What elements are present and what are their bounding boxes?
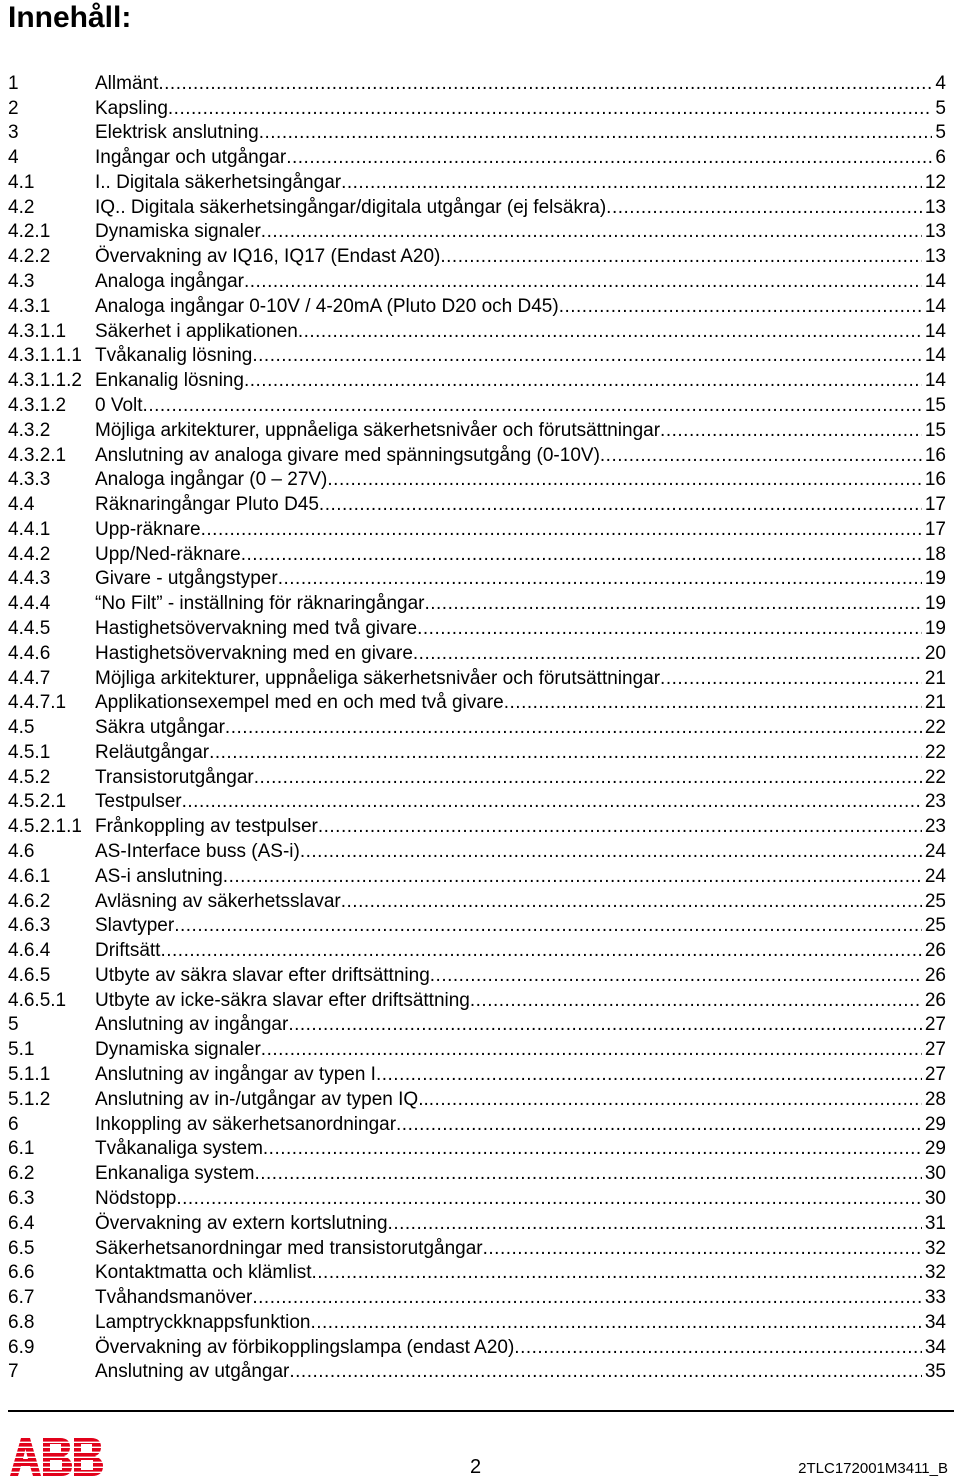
toc-entry-title: Transistorutgångar [95,766,254,788]
toc-entry-page: 19 [924,593,946,615]
toc-dot-leader [244,271,922,293]
toc-entry-page: 28 [924,1088,946,1110]
toc-dot-leader [440,246,922,268]
toc-entry-page: 25 [924,915,946,937]
toc-entry-title: Analoga ingångar [95,271,244,293]
toc-entry-page: 15 [924,394,946,416]
toc-entry-title: Upp/Ned-räknare [95,543,241,565]
toc-dot-leader [176,1188,922,1210]
toc-entry-page: 19 [924,617,946,639]
toc-entry-page: 22 [924,741,946,763]
toc-entry[interactable] [8,690,946,715]
toc-dot-leader [298,321,922,343]
toc-entry[interactable] [8,714,946,739]
toc-dot-leader [288,1014,922,1036]
toc-entry-page: 12 [924,171,946,193]
toc-entry[interactable] [8,1235,946,1260]
toc-entry-title: Säkerhet i applikationen [95,320,298,342]
toc-entry[interactable] [8,1359,946,1384]
toc-entry-number: 6.5 [8,1237,35,1259]
toc-entry-title: AS-i anslutning [95,865,223,887]
toc-entry-title: Reläutgångar [95,741,210,763]
toc-entry-title: Utbyte av icke-säkra slavar efter driftsättning [95,989,470,1011]
toc-dot-leader [660,668,922,690]
toc-entry[interactable] [8,590,946,615]
toc-dot-leader [424,593,921,615]
toc-dot-leader [318,816,922,838]
toc-entry-number: 5.1.2 [8,1088,51,1110]
toc-entry-title: Analoga ingångar (0 – 27V) [95,469,328,491]
toc-entry-title: Möjliga arkitekturer, uppnåeliga säkerhetsnivåer och förutsättningar [95,419,661,441]
toc-entry-page: 34 [924,1311,946,1333]
toc-entry-page: 19 [924,568,946,590]
toc-entry-page: 22 [924,766,946,788]
toc-entry[interactable] [8,615,946,640]
toc-entry[interactable] [8,367,946,392]
toc-dot-leader [158,73,932,95]
toc-entry-number: 4.5.2.1 [8,791,67,813]
toc-entry-page: 13 [924,196,946,218]
toc-entry[interactable] [8,541,946,566]
toc-entry-number: 4.1 [8,171,35,193]
document-id: 2TLC172001M3411_B [798,1460,948,1477]
toc-entry-title: Övervakning av extern kortslutning [95,1212,388,1234]
toc-dot-leader [201,519,922,541]
toc-entry-title: AS-Interface buss (AS-i) [95,841,300,862]
toc-dot-leader [660,420,922,442]
toc-entry-page: 30 [924,1187,946,1209]
toc-entry[interactable] [8,1160,946,1185]
toc-entry-number: 2 [8,97,19,119]
toc-entry-number: 4.5 [8,717,35,739]
toc-entry-page: 13 [924,221,946,243]
toc-entry-number: 4 [8,147,19,169]
toc-entry-number: 4.3.1 [8,295,51,317]
toc-entry-number: 4.4.1 [8,518,51,540]
toc-entry-page: 5 [935,97,946,119]
toc-entry[interactable] [8,1334,946,1359]
toc-dot-leader [341,891,922,913]
toc-entry-number: 4.6.4 [8,940,51,962]
toc-entry[interactable] [8,1260,946,1285]
toc-entry-number: 4.5.1 [8,741,51,763]
toc-dot-leader [319,494,922,516]
toc-entry-page: 14 [924,370,946,392]
toc-entry-page: 6 [935,147,946,169]
toc-entry-number: 6.9 [8,1336,35,1358]
toc-entry-page: 15 [924,419,946,441]
toc-entry-title: Upp-räknare [95,518,201,540]
toc-entry-number: 4.4.7 [8,667,51,689]
toc-entry-page: 16 [924,444,946,466]
toc-entry-number: 4.4.5 [8,617,51,639]
toc-dot-leader [300,841,922,863]
toc-entry-title: Enkanaliga system [95,1163,255,1185]
toc-entry-page: 31 [924,1212,946,1234]
toc-entry-number: 5.1 [8,1039,35,1061]
toc-entry-number: 4.3.1.1 [8,320,67,342]
toc-entry-number: 4.4.4 [8,593,51,615]
table-of-contents [8,70,946,1383]
toc-entry[interactable] [8,70,946,95]
toc-dot-leader [483,1238,922,1260]
toc-entry-title: Möjliga arkitekturer, uppnåeliga säkerhetsnivåer och förutsättningar [95,667,661,689]
toc-dot-leader [286,147,932,169]
toc-entry-page: 21 [924,692,946,714]
toc-entry-title: Frånkoppling av testpulser [95,816,318,838]
toc-dot-leader [244,370,922,392]
toc-entry[interactable] [8,1111,946,1136]
toc-dot-leader [261,1039,922,1061]
toc-entry-page: 34 [924,1336,946,1358]
toc-entry-page: 26 [924,940,946,962]
toc-entry-page: 29 [924,1138,946,1160]
toc-entry-number: 4.4.6 [8,642,51,664]
toc-entry-title: Kontaktmatta och klämlist [95,1262,312,1284]
toc-entry[interactable] [8,863,946,888]
toc-entry[interactable] [8,937,946,962]
toc-entry[interactable] [8,1185,946,1210]
toc-entry-number: 4.3.2 [8,419,51,441]
toc-entry-title: Slavtyper [95,915,175,937]
toc-entry[interactable] [8,888,946,913]
toc-entry-number: 4.2.2 [8,246,51,268]
toc-entry-title: Dynamiska signaler [95,221,261,243]
toc-entry-title: Testpulser [95,791,182,813]
toc-entry[interactable] [8,739,946,764]
toc-entry[interactable] [8,392,946,417]
toc-entry-number: 4.6.2 [8,890,51,912]
toc-dot-leader [514,1337,922,1359]
toc-entry[interactable] [8,343,946,368]
toc-dot-leader [182,791,922,813]
toc-entry[interactable] [8,516,946,541]
toc-entry[interactable] [8,1210,946,1235]
toc-entry-title: Övervakning av förbikopplingslampa (endast A20) [95,1336,515,1358]
toc-entry-page: 17 [924,518,946,540]
toc-entry-page: 35 [924,1361,946,1383]
toc-dot-leader [327,469,921,491]
toc-dot-leader [430,965,922,987]
toc-entry-title: “No Filt” - inställning för räknaringångar [95,593,425,615]
toc-entry-number: 4.4.7.1 [8,692,67,714]
toc-dot-leader [261,221,922,243]
toc-entry-title: IQ.. Digitala säkerhetsingångar/digitala utgångar (ej felsäkra) [95,196,607,218]
toc-entry-title: Enkanalig lösning [95,370,244,392]
toc-entry-title: Övervakning av IQ16, IQ17 (Endast A20) [95,246,441,268]
toc-entry-number: 6 [8,1113,19,1135]
toc-entry-title: Elektrisk anslutning [95,122,259,144]
toc-dot-leader [223,866,922,888]
toc-dot-leader [174,915,922,937]
toc-dot-leader [209,742,922,764]
toc-dot-leader [413,643,922,665]
toc-entry-title: Dynamiska signaler [95,1039,261,1061]
toc-entry-number: 4.6.1 [8,865,51,887]
toc-entry-number: 3 [8,122,19,144]
toc-entry-number: 6.1 [8,1138,35,1160]
toc-dot-leader [559,296,922,318]
toc-entry-page: 18 [924,543,946,565]
toc-entry-page: 29 [924,1113,946,1135]
toc-entry[interactable] [8,169,946,194]
toc-entry-page: 14 [924,295,946,317]
abb-logo [10,1438,104,1476]
toc-entry-page: 21 [924,667,946,689]
toc-entry-title: Allmänt [95,72,159,94]
toc-dot-leader [252,345,921,367]
toc-entry[interactable] [8,838,946,863]
toc-entry[interactable] [8,1012,946,1037]
toc-dot-leader [143,395,922,417]
toc-entry-page: 14 [924,271,946,293]
toc-entry-number: 6.6 [8,1262,35,1284]
toc-entry-title: Hastighetsövervakning med en givare [95,642,413,664]
toc-entry-number: 4.2.1 [8,221,51,243]
toc-entry-page: 16 [924,469,946,491]
toc-entry-title: Tvåkanaliga system [95,1138,263,1160]
toc-entry-title: Avläsning av säkerhetsslavar [95,890,341,912]
toc-dot-leader [341,172,922,194]
toc-entry-number: 5 [8,1014,19,1036]
toc-dot-leader [241,544,922,566]
toc-entry[interactable] [8,813,946,838]
toc-entry-number: 4.3.1.1.1 [8,345,82,367]
toc-dot-leader [254,767,922,789]
toc-entry-title: Inkoppling av säkerhetsanordningar [95,1113,397,1135]
toc-entry[interactable] [8,987,946,1012]
toc-dot-leader [263,1138,922,1160]
toc-dot-leader [168,98,933,120]
toc-entry-title: Lamptryckknappsfunktion [95,1311,311,1333]
toc-entry[interactable] [8,219,946,244]
footer-divider [8,1410,954,1412]
toc-dot-leader [606,197,922,219]
toc-entry[interactable] [8,318,946,343]
toc-dot-leader [278,568,922,590]
toc-dot-leader [429,1089,922,1111]
toc-entry-number: 5.1.1 [8,1064,51,1086]
toc-entry-number: 4.3.1.1.2 [8,370,82,392]
toc-entry-page: 22 [924,717,946,739]
toc-entry-title: Hastighetsövervakning med två givare [95,617,418,639]
toc-entry-title: Tvåhandsmanöver [95,1287,253,1309]
toc-entry-number: 4.4 [8,494,35,516]
toc-entry-page: 32 [924,1237,946,1259]
toc-entry-number: 4.3.1.2 [8,394,67,416]
toc-entry-number: 4.4.2 [8,543,51,565]
toc-entry-title: I.. Digitala säkerhetsingångar [95,171,342,193]
toc-entry[interactable] [8,1136,946,1161]
toc-entry-number: 4.6.5 [8,964,51,986]
toc-entry-number: 4.2 [8,196,35,218]
toc-entry-title: Utbyte av säkra slavar efter driftsättning [95,964,430,986]
toc-entry[interactable] [8,1284,946,1309]
toc-dot-leader [470,990,922,1012]
toc-entry[interactable] [8,268,946,293]
toc-entry-page: 32 [924,1262,946,1284]
toc-dot-leader [310,1312,921,1334]
toc-entry[interactable] [8,194,946,219]
toc-dot-leader [225,717,922,739]
toc-entry-number: 6.7 [8,1287,35,1309]
toc-entry[interactable] [8,417,946,442]
toc-entry-title: Säkerhetsanordningar med transistorutgångar [95,1237,483,1259]
toc-entry[interactable] [8,293,946,318]
toc-entry-page: 13 [924,246,946,268]
toc-entry-page: 17 [924,494,946,516]
toc-entry-number: 4.6 [8,841,35,862]
toc-entry-page: 4 [935,72,946,94]
toc-entry[interactable] [8,120,946,145]
toc-entry-number: 4.3 [8,271,35,293]
toc-entry-page: 26 [924,964,946,986]
toc-entry-page: 27 [924,1039,946,1061]
toc-entry-title: Applikationsexempel med en och med två givare [95,692,504,714]
toc-entry-title: Givare - utgångstyper [95,568,278,590]
toc-entry-title: Anslutning av ingångar [95,1014,289,1036]
toc-entry-page: 24 [924,865,946,887]
toc-entry-title: Anslutning av ingångar av typen I [95,1064,376,1086]
toc-entry-page: 30 [924,1163,946,1185]
toc-entry[interactable] [8,1061,946,1086]
toc-entry-title: Analoga ingångar 0-10V / 4-20mA (Pluto D20 och D45) [95,295,559,317]
toc-entry[interactable] [8,962,946,987]
toc-entry[interactable] [8,913,946,938]
toc-dot-leader [376,1064,922,1086]
toc-entry-page: 27 [924,1064,946,1086]
toc-dot-leader [259,122,933,144]
toc-entry-number: 6.4 [8,1212,35,1234]
toc-entry[interactable] [8,1309,946,1334]
toc-entry-number: 4.3.2.1 [8,444,67,466]
toc-entry[interactable] [8,467,946,492]
toc-entry-number: 4.3.3 [8,469,51,491]
toc-entry-number: 1 [8,72,19,94]
toc-entry-number: 4.6.3 [8,915,51,937]
toc-dot-leader [388,1213,922,1235]
toc-entry-number: 4.4.3 [8,568,51,590]
toc-entry-title: 0 Volt [95,394,143,416]
toc-entry-title: Tvåkanalig lösning [95,345,253,367]
toc-entry-number: 4.5.2 [8,766,51,788]
toc-entry-number: 6.3 [8,1187,35,1209]
toc-dot-leader [417,618,922,640]
toc-entry-title: Driftsätt [95,940,161,962]
toc-entry-page: 24 [924,841,946,862]
toc-entry[interactable] [8,95,946,120]
toc-entry-page: 23 [924,816,946,838]
toc-entry[interactable] [8,442,946,467]
toc-entry[interactable] [8,1036,946,1061]
toc-entry[interactable] [8,1086,946,1111]
toc-entry[interactable] [8,789,946,814]
toc-entry-page: 26 [924,989,946,1011]
toc-entry-page: 23 [924,791,946,813]
toc-entry-title: Räknaringångar Pluto D45 [95,494,319,516]
toc-entry-title: Anslutning av in-/utgångar av typen IQ.. [95,1088,429,1110]
toc-dot-leader [160,940,921,962]
toc-entry[interactable] [8,640,946,665]
toc-entry-title: Kapsling [95,97,168,119]
toc-entry-number: 6.2 [8,1163,35,1185]
toc-entry[interactable] [8,491,946,516]
toc-entry[interactable] [8,243,946,268]
page-number: 2 [470,1456,482,1478]
toc-entry-page: 14 [924,345,946,367]
toc-entry[interactable] [8,764,946,789]
toc-entry[interactable] [8,566,946,591]
toc-entry-page: 20 [924,642,946,664]
toc-entry-number: 7 [8,1361,19,1383]
toc-dot-leader [311,1262,921,1284]
toc-entry-page: 33 [924,1287,946,1309]
toc-entry[interactable] [8,665,946,690]
toc-entry-number: 4.5.2.1.1 [8,816,82,838]
toc-entry-page: 25 [924,890,946,912]
toc-entry-page: 14 [924,320,946,342]
toc-entry-number: 6.8 [8,1311,35,1333]
toc-dot-leader [252,1287,921,1309]
toc-entry-number: 4.6.5.1 [8,989,67,1011]
toc-dot-leader [504,692,922,714]
toc-dot-leader [289,1361,921,1383]
page-title: Innehåll: [8,1,132,34]
toc-entry-title: Nödstopp [95,1187,177,1209]
toc-entry[interactable] [8,144,946,169]
toc-entry-page: 5 [935,122,946,144]
toc-dot-leader [254,1163,921,1185]
toc-entry-title: Anslutning av utgångar [95,1361,290,1383]
toc-entry-title: Ingångar och utgångar [95,147,287,169]
toc-entry-page: 27 [924,1014,946,1036]
toc-dot-leader [600,445,922,467]
toc-entry-title: Säkra utgångar [95,717,225,739]
toc-entry-title: Anslutning av analoga givare med spänningsutgång (0-10V) [95,444,600,466]
toc-dot-leader [396,1114,922,1136]
